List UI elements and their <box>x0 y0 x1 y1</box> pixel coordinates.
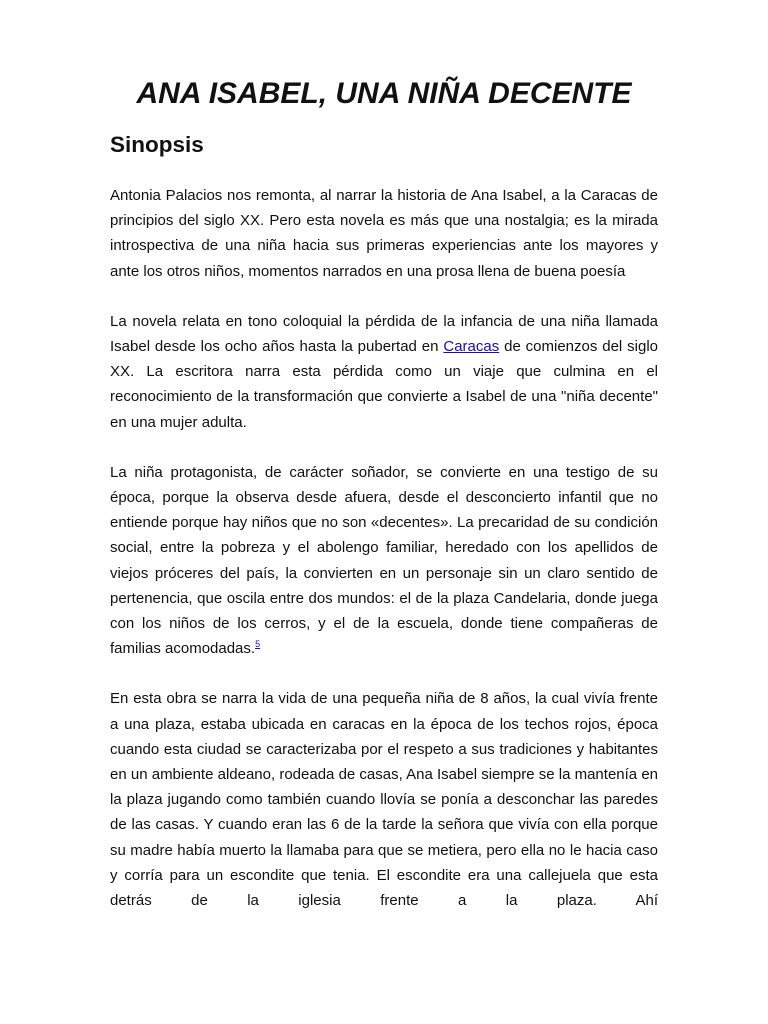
paragraph-4: En esta obra se narra la vida de una pequeña niña de 8 años, la cual vivía frente a una plaza, estaba ubicada en caracas en la época de los techos rojos, época cuando esta ciudad se caracterizaba por el respeto a sus tradiciones y habitantes en un ambiente aldeano, rodeada de casas, Ana Isabel siempre se la mantenía en la plaza jugando como también cuando llovía se ponía a desconchar las paredes de las casas. Y cuando eran las 6 de la tarde la señora que vivía con ella porque su madre había muerto la llamaba para que se metiera, pero ella no le hacia caso y corría para un escondite que tenia. El escondite era una callejuela que esta detrás de la iglesia frente a la plaza. Ahí <box>110 690 658 910</box>
section-heading: Sinopsis <box>110 132 204 157</box>
paragraph-2 <box>110 309 658 435</box>
paragraph-2-text-end: de comienzos del siglo XX. La escritora narra esta pérdida como un viaje que culmina en el reconocimiento de la transformación que convierte a Isabel de una "niña decente" en una mujer adulta. <box>110 338 659 431</box>
paragraph-3-text: La niña protagonista, de carácter soñador, se convierte en una testigo de su época, porque la observa desde afuera, desde el desconcierto infantil que no entiende porque hay niños que no son «decentes». La precaridad de su condición social, entre la pobreza y el abolengo familiar, heredado con los apellidos de viejos próceres del país, la convierten en un personaje sin un claro sentido de pertenencia, que oscila entre dos mundos: el de la plaza Candelaria, donde juega con los niños de los cerros, y el de la escuela, donde tiene compañeras de familias acomodadas. <box>110 463 658 658</box>
footnote-reference <box>255 639 260 649</box>
paragraph-2-text-start: La novela relata en tono coloquial la pérdida de la infancia de una niña llamada Isabel desde los ocho años hasta la pubertad en <box>110 312 658 356</box>
paragraph-3 <box>110 460 658 662</box>
document-page <box>110 77 659 913</box>
footnote-link[interactable]: 5 <box>255 639 261 650</box>
caracas-link[interactable]: Caracas <box>443 338 500 356</box>
paragraph-1: Antonia Palacios nos remonta, al narrar la historia de Ana Isabel, a la Caracas de principios del siglo XX. Pero esta novela es más que una nostalgia; es la mirada introspectiva de una niña hacia sus primeras experiencias ante los mayores y ante los otros niños, momentos narrados en una prosa llena de buena poesía <box>110 187 658 280</box>
document-title: ANA ISABEL, UNA NIÑA DECENTE <box>136 77 632 110</box>
